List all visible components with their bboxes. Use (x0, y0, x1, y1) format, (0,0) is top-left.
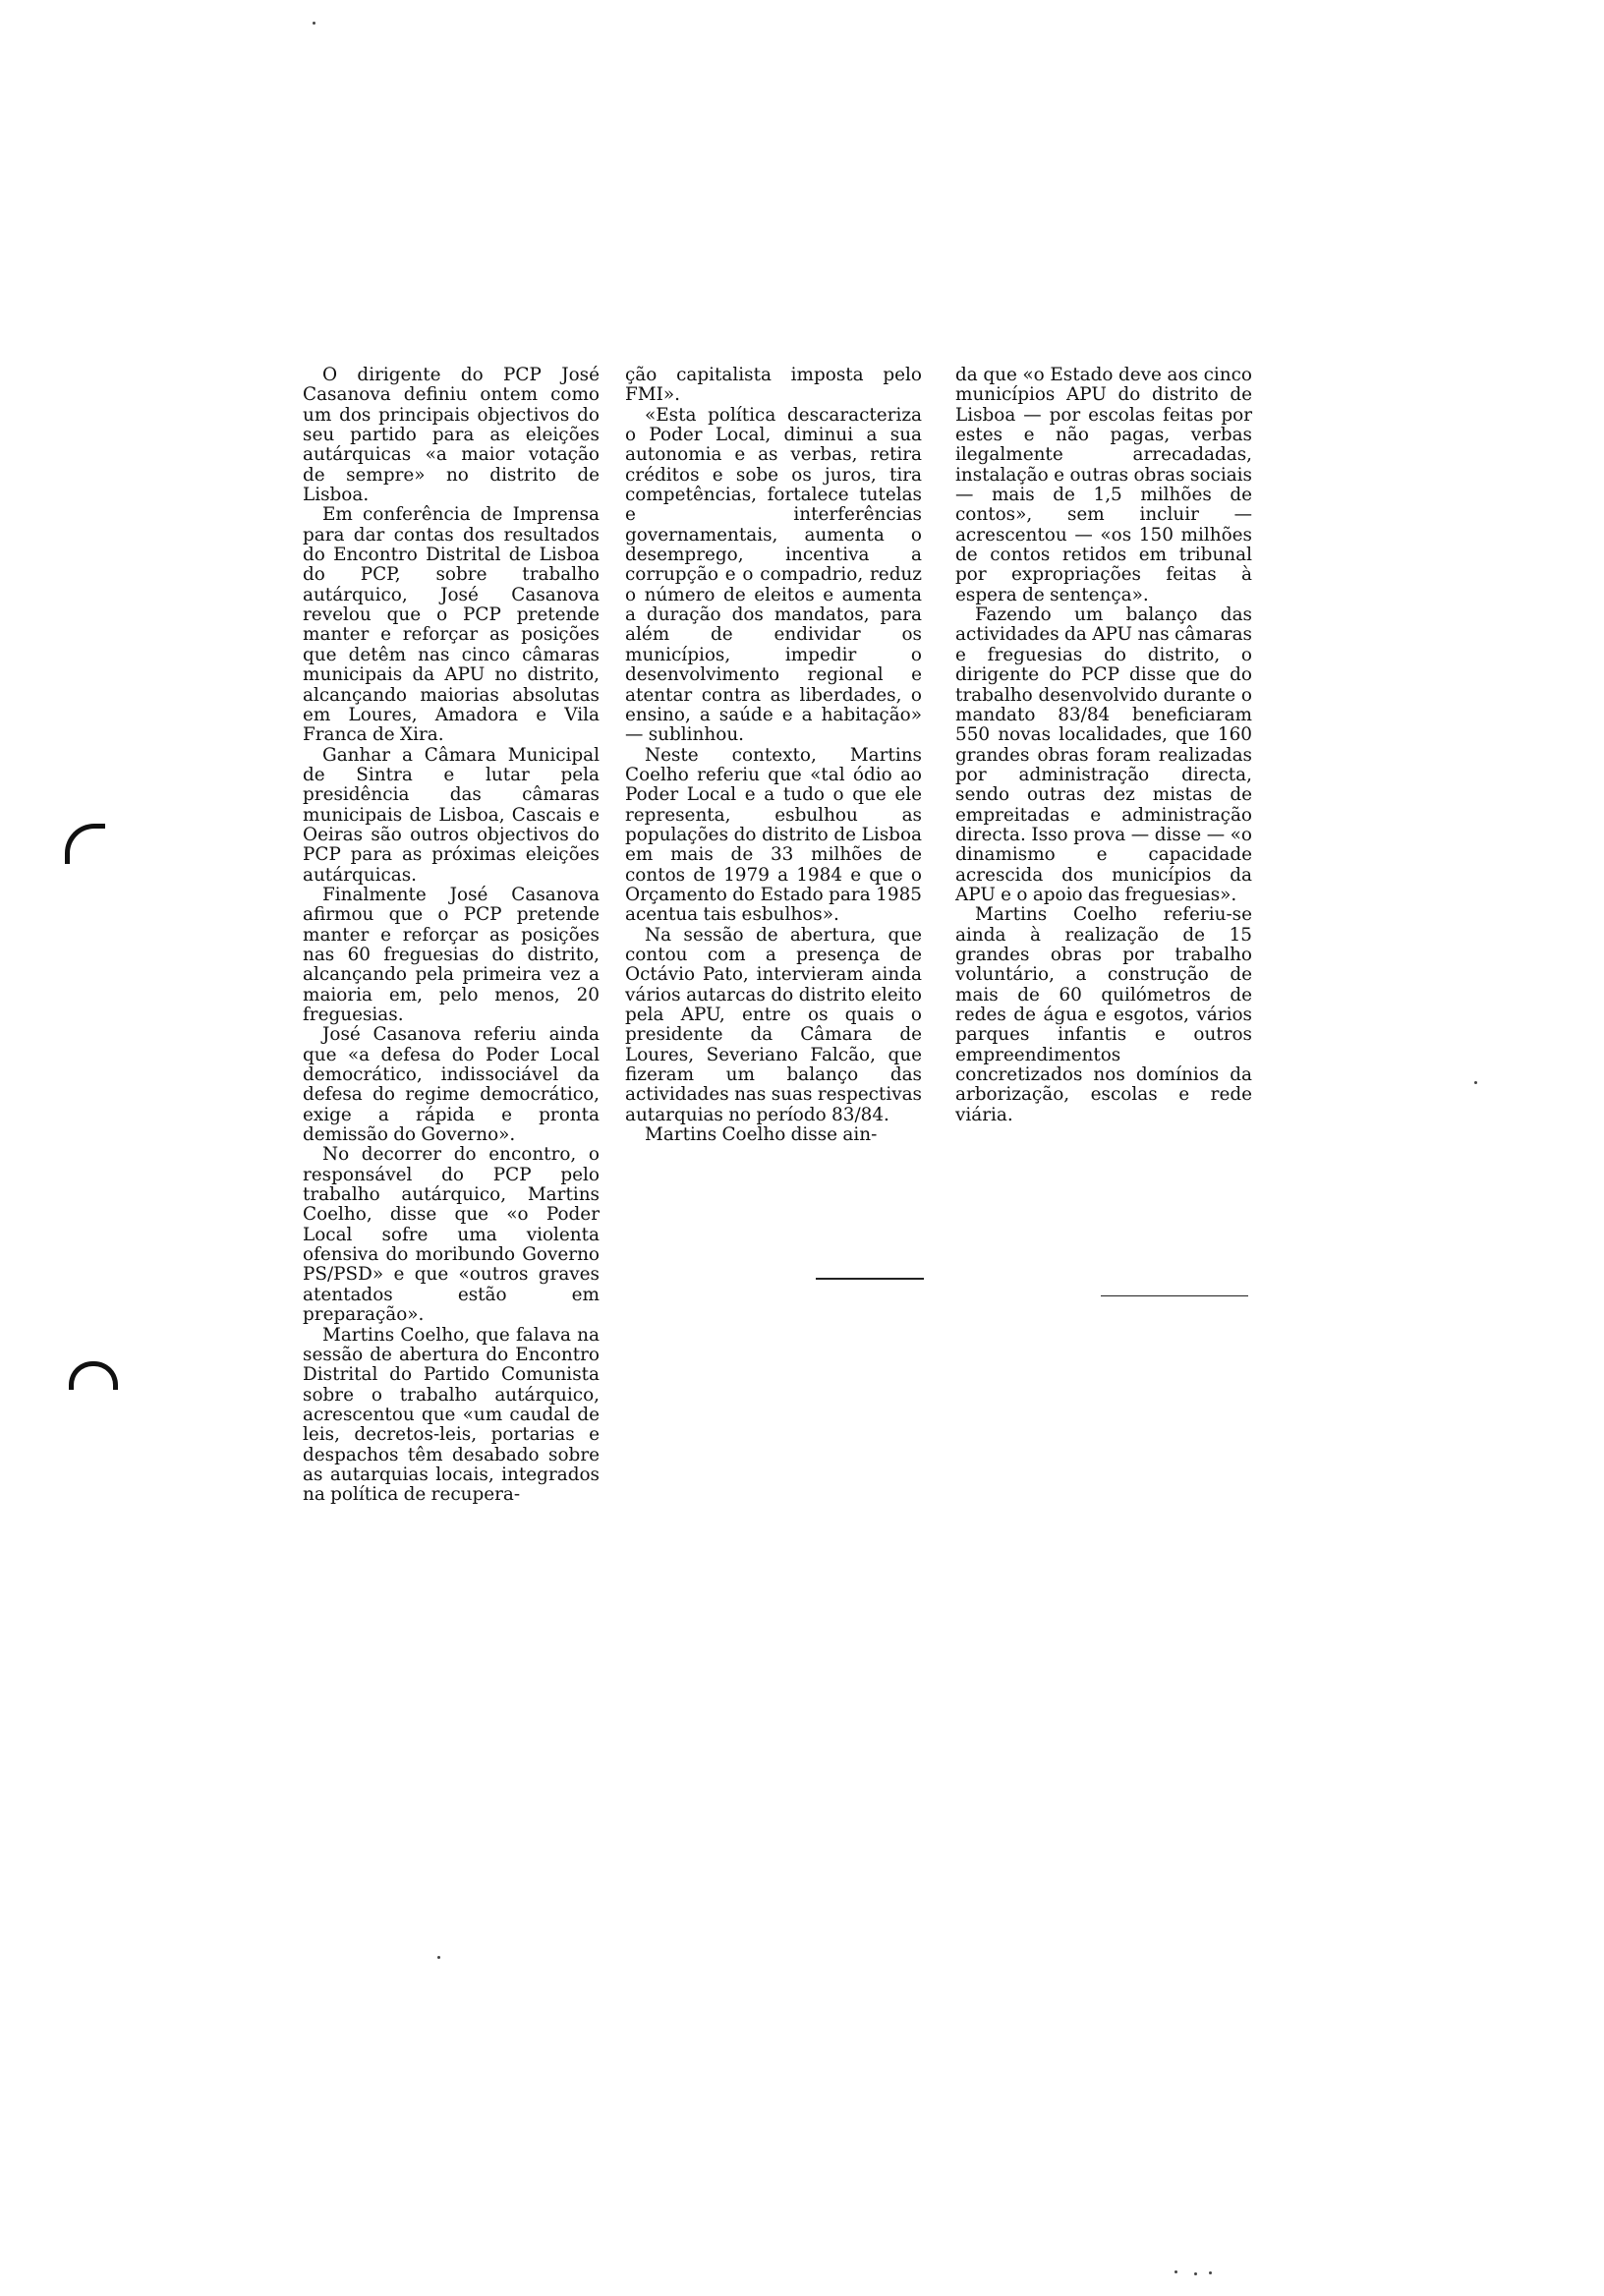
article-column-1 (303, 366, 600, 1506)
paragraph: Em conferência de Imprensa para dar contas dos resultados do Encontro Distrital de Lisboa do PCP, sobre trabalho autárquico, José Casanova revelou que o PCP pretende manter e reforçar as posições que detêm nas cinco câmaras municipais da APU no distrito, alcançando maiorias absolutas em Loures, Amadora e Vila Franca de Xira. (303, 504, 600, 746)
paragraph: Ganhar a Câmara Municipal de Sintra e lutar pela presidência das câmaras municipais de Lisboa, Cascais e Oeiras são outros objectivos do PCP para as próximas eleições autárquicas. (303, 744, 600, 886)
paragraph: José Casanova referiu ainda que «a defesa do Poder Local democrático, indissociável da defesa do regime democrático, exige a rápida e pronta demissão do Governo». (303, 1024, 600, 1146)
column-end-rule (1101, 1295, 1248, 1296)
scan-speck (1174, 2270, 1177, 2273)
article-column-3 (955, 366, 1252, 1125)
paragraph: «Esta política descaracteriza o Poder Local, diminui a sua autonomia e as verbas, retira créditos e sobe os juros, tira competências, fortalece tutelas e interferências governamentais, aumenta o desemprego, incentiva a corrupção e o compadrio, reduz o número de eleitos e aumenta a duração dos mandatos, para além de endividar os municípios, impedir o desenvolvimento regional e atentar contra as liberdades, o ensino, a saúde e a habitação» — sublinhou. (625, 404, 922, 746)
punch-hole-mark (69, 1361, 118, 1390)
paragraph: Neste contexto, Martins Coelho referiu que «tal ódio ao Poder Local e a tudo o que ele representa, esbulhou as populações do distrito de Lisboa em mais de 33 milhões de contos de 1979 a 1984 e que o Orçamento do Estado para 1985 acentua tais esbulhos». (625, 744, 922, 926)
column-end-rule (816, 1278, 924, 1280)
paragraph: da que «o Estado deve aos cinco municípios APU do distrito de Lisboa — por escolas feitas por estes e não pagas, verbas ilegalmente arrecadadas, instalação e outras obras sociais — mais de 1,5 milhões de contos», sem incluir — acrescentou — «os 150 milhões de contos retidos em tribunal por expropriações feitas à espera de sentença». (955, 365, 1252, 605)
scan-speck (1209, 2271, 1212, 2274)
paragraph: Fazendo um balanço das actividades da APU nas câmaras e freguesias do distrito, o dirigente do PCP disse que do trabalho desenvolvido durante o mandato 83/84 beneficiaram 550 novas localidades, que 160 grandes obras foram realizadas por administração directa, sendo outras dez mistas de empreitadas e administração directa. Isso prova — disse — «o dinamismo e capacidade acrescida dos municípios da APU e o apoio das freguesias». (955, 604, 1252, 905)
paragraph: Martins Coelho disse ain- (645, 1124, 878, 1146)
paragraph: O dirigente do PCP José Casanova definiu ontem como um dos principais objectivos do seu partido para as eleições autárquicas «a maior votação de sempre» no distrito de Lisboa. (303, 365, 600, 506)
paragraph: ção capitalista imposta pelo FMI». (625, 365, 922, 406)
paragraph: Na sessão de abertura, que contou com a presença de Octávio Pato, intervieram ainda vários autarcas do distrito eleito pela APU, entre os quais o presidente da Câmara de Loures, Severiano Falcão, que fizeram um balanço das actividades nas suas respectivas autarquias no período 83/84. (625, 924, 922, 1125)
paragraph: Martins Coelho referiu-se ainda à realização de 15 grandes obras por trabalho voluntário, a construção de mais de 60 quilómetros de redes de água e esgotos, vários parques infantis e outros empreendimentos concretizados nos domínios da arborização, escolas e rede viária. (955, 904, 1252, 1125)
paragraph: No decorrer do encontro, o responsável do PCP pelo trabalho autárquico, Martins Coelho, disse que «o Poder Local sofre uma violenta ofensiva do moribundo Governo PS/PSD» e que «outros graves atentados estão em preparação». (303, 1144, 600, 1326)
scan-speck (313, 22, 315, 25)
paragraph: Finalmente José Casanova afirmou que o PCP pretende manter e reforçar as posições nas 60 freguesias do distrito, alcançando pela primeira vez a maioria em, pelo menos, 20 freguesias. (303, 884, 600, 1025)
punch-hole-mark (65, 824, 105, 864)
article-column-2 (625, 366, 922, 1145)
scan-speck (1474, 1081, 1477, 1084)
scan-speck (1194, 2272, 1197, 2275)
scan-speck (437, 1956, 440, 1959)
paragraph: Martins Coelho, que falava na sessão de abertura do Encontro Distrital do Partido Comunista sobre o trabalho autárquico, acrescentou que «um caudal de leis, decretos-leis, portarias e despachos têm desabado sobre as autarquias locais, integrados na política de recupera- (303, 1324, 600, 1506)
